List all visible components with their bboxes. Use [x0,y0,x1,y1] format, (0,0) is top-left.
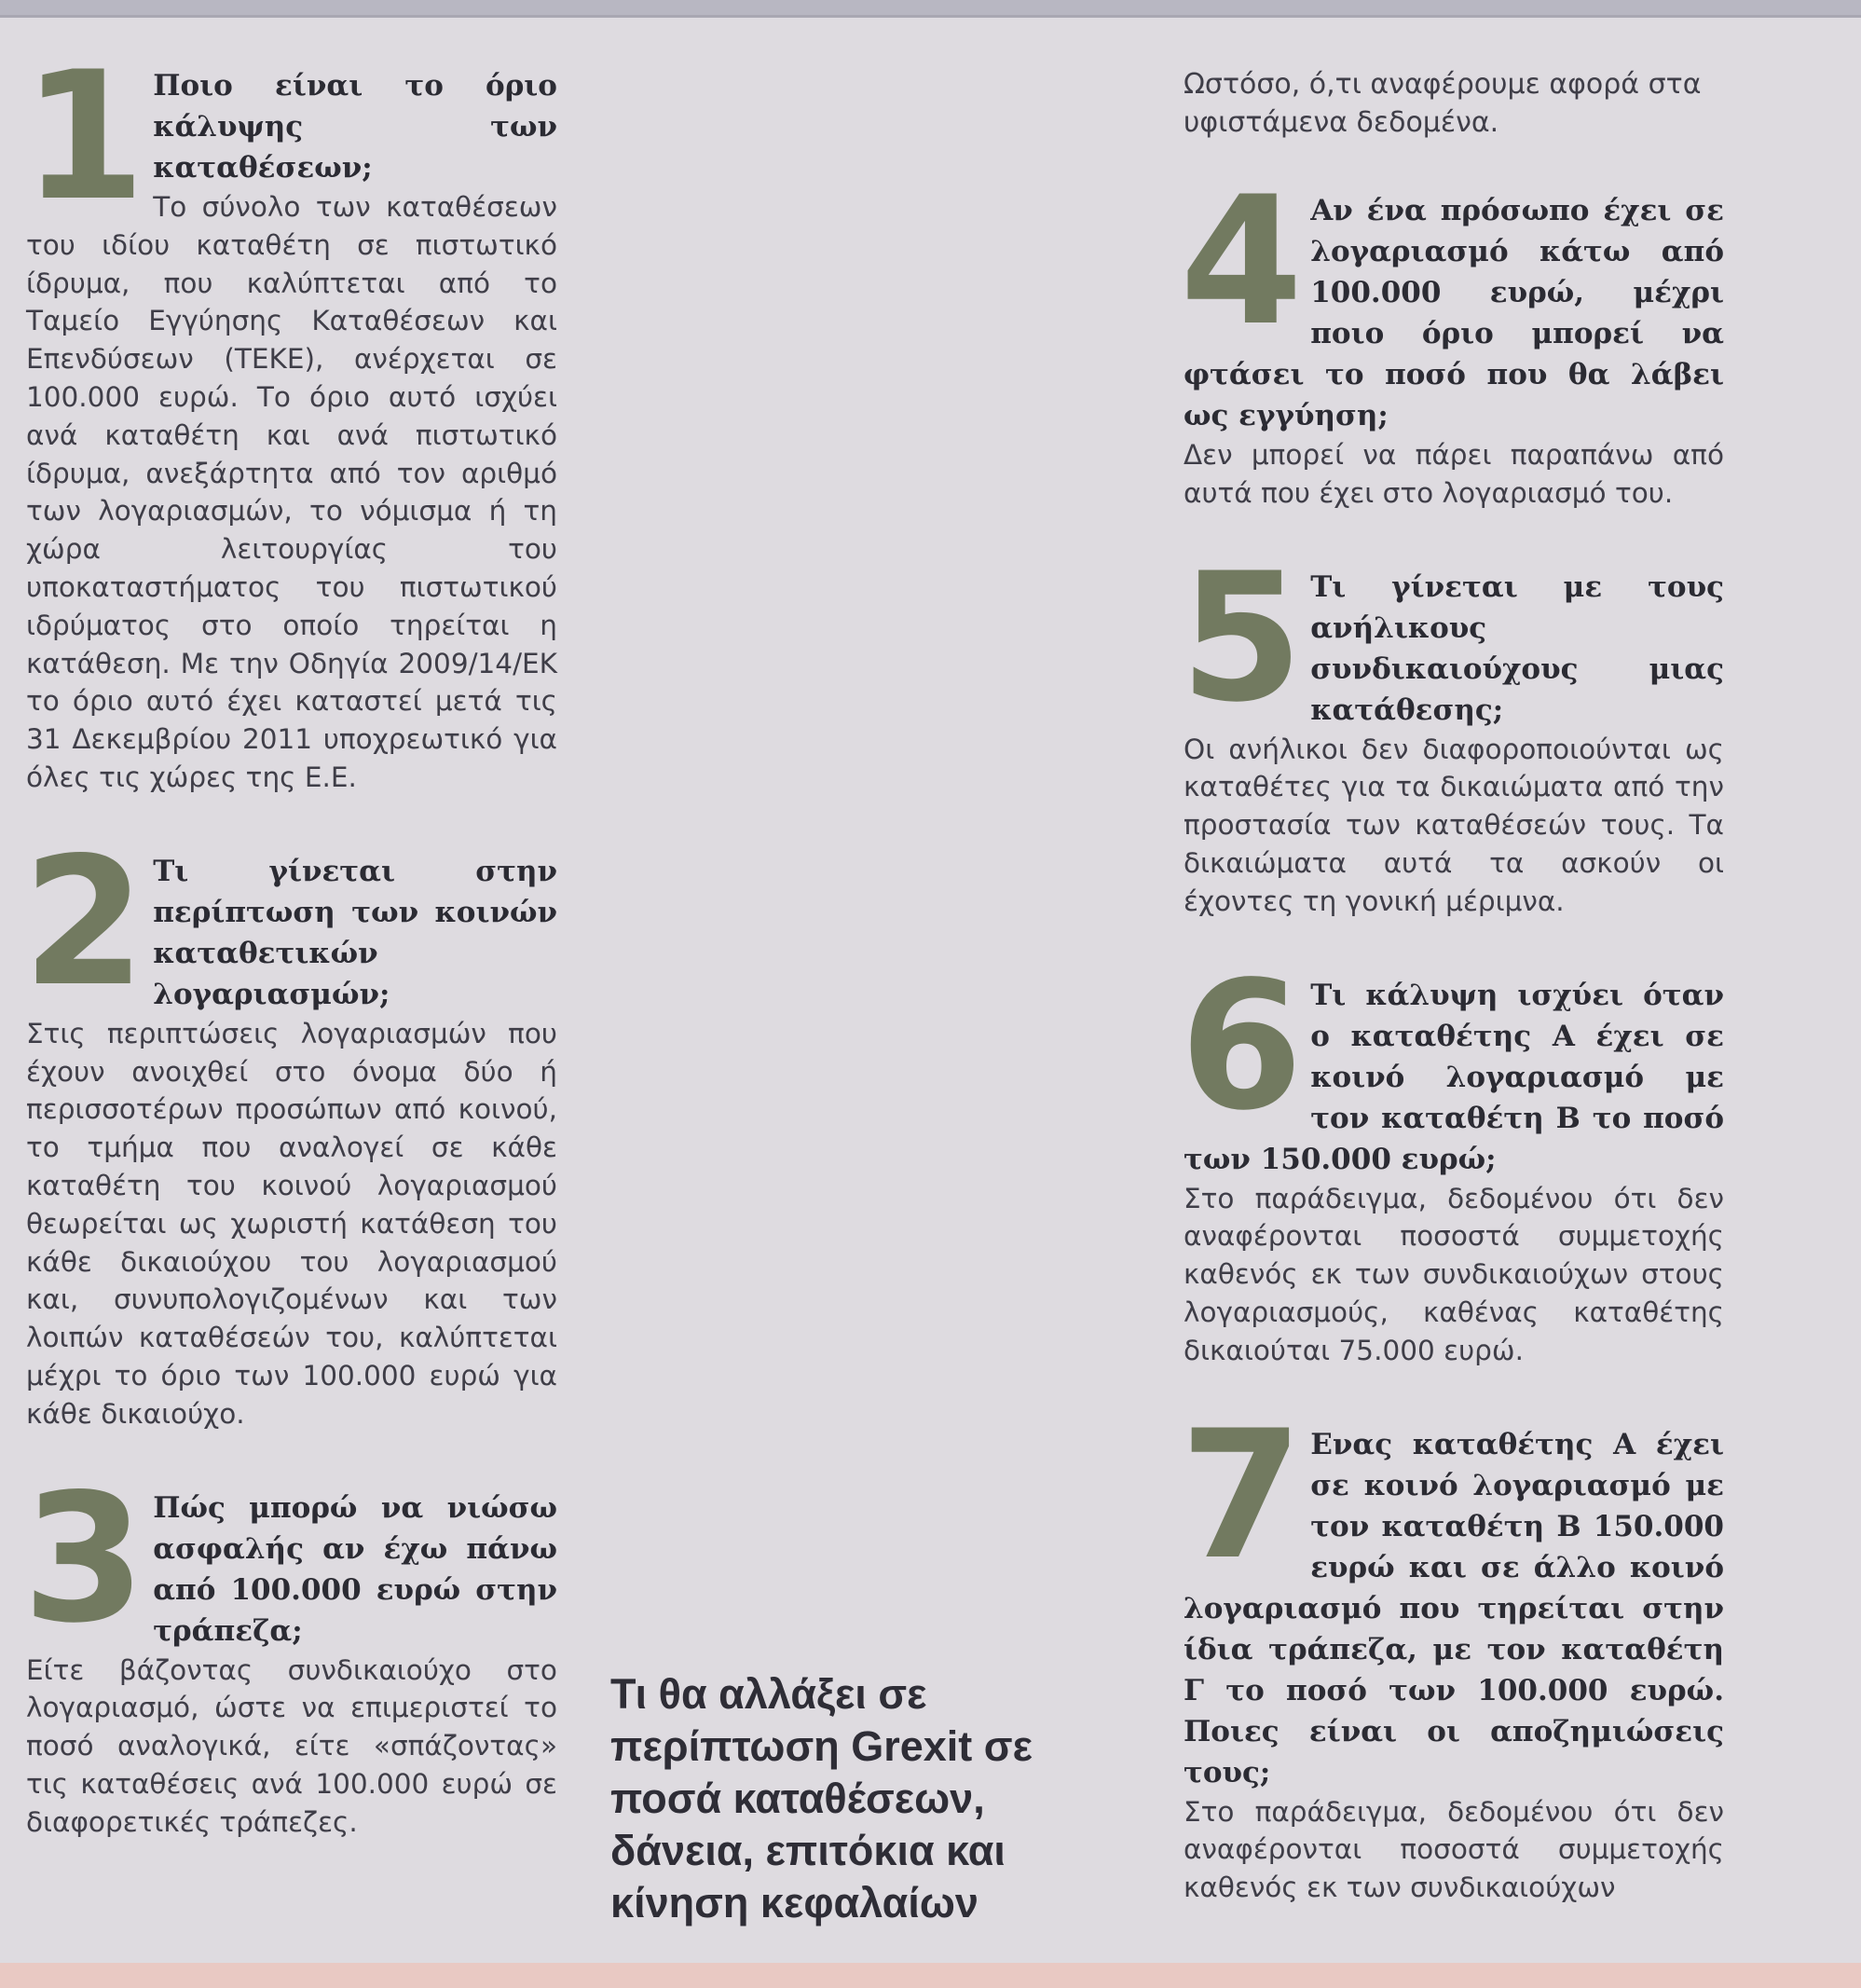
question-number: 1 [22,34,141,240]
question-number: 4 [1180,158,1298,364]
qa-item-5 [1180,534,1724,921]
answer-text: Δεν μπορεί να πάρει παραπάνω από αυτά που έχει στο λογαριασμό του. [1184,439,1724,509]
answer-text: Είτε βάζοντας συνδικαιούχο στο λογαριασμό, ώστε να επιμεριστεί το ποσό αναλογικά, είτε «σπάζοντας» τις καταθέσεις ανά 100.000 ευρώ σε διαφορετικές τράπεζες. [26,1653,557,1838]
answer-text: Στο παράδειγμα, δεδομένου ότι δεν αναφέρονται ποσοστά συμμετοχής καθενός εκ των συνδικαιούχων στους λογαριασμούς, καθένας καταθέτης δικαιούται 75.000 ευρώ. [1184,1182,1724,1366]
question-title: Πώς μπορώ να νιώσω ασφαλής αν έχω πάνω από 100.000 ευρώ στην τράπεζα; [153,1490,557,1648]
answer-text: Το σύνολο των καταθέσεων του ιδίου καταθέτη σε πιστωτικό ίδρυμα, που καλύπτεται από το Ταμείο Εγγύησης Καταθέσεων και Επενδύσεων (ΤΕΚΕ), ανέρχεται σε 100.000 ευρώ. Το όριο αυτό ισχύει ανά καταθέτη και ανά πιστωτικό ίδρυμα, ανεξάρτητα από τον αριθμό των λογαριασμών, το νόμισμα ή τη χώρα λειτουργίας του υποκαταστήματος του πιστωτικού ιδρύματος στο οποίο τηρείται η κατάθεση. Με την Οδηγία 2009/14/ΕΚ το όριο αυτό έχει καταστεί μετά τις 31 Δεκεμβρίου 2011 υποχρεωτικό για όλες τις χώρες της Ε.Ε. [26,191,557,793]
left-column [22,34,557,1896]
question-number: 6 [1180,942,1298,1149]
qa-item-3 [22,1455,557,1842]
qa-item-4 [1180,158,1724,513]
question-title: Ποιο είναι το όριο κάλυψης των καταθέσεων; [153,69,557,185]
question-title: Τι γίνεται με τους ανήλικους συνδικαιούχους μιας κατάθεσης; [1310,569,1724,727]
qa-item-6 [1180,942,1724,1370]
question-title: Τι κάλυψη ισχύει όταν ο καταθέτης Α έχει σε κοινό λογαριασμό με τον καταθέτη Β το ποσό των 150.000 ευρώ; [1184,978,1724,1176]
qa-item-2 [22,818,557,1433]
question-number: 3 [22,1455,141,1662]
question-title: Ενας καταθέτης Α έχει σε κοινό λογαριασμό με τον καταθέτη Β 150.000 ευρώ και σε άλλο κοινό λογαριασμό που τηρείται στην ίδια τράπεζα, με τον καταθέτη Γ το ποσό των 100.000 ευρώ. Ποιες είναι οι αποζημιώσεις τους; [1184,1427,1724,1789]
right-column [1180,65,1724,1961]
question-number: 5 [1180,534,1298,741]
qa-item-1 [22,34,557,797]
answer-text: Στις περιπτώσεις λογαριασμών που έχουν ανοιχθεί στο όνομα δύο ή περισσοτέρων προσώπων από κοινού, το τμήμα που αναλογεί σε κάθε καταθέτη του κοινού λογαριασμού θεωρείται ως χωριστή κατάθεση του κάθε δικαιούχου του λογαριασμού και, συνυπολογιζομένων και των λοιπών καταθέσεών του, καλύπτεται μέχρι το όριο των 100.000 ευρώ για κάθε δικαιούχο. [26,1017,557,1430]
answer-text: Οι ανήλικοι δεν διαφοροποιούνται ως καταθέτες για τα δικαιώματα από την προστασία των καταθέσεών τους. Τα δικαιώματα αυτά τα ασκούν οι έχοντες τη γονική μέριμνα. [1184,733,1724,917]
intro-text: Ωστόσο, ό,τι αναφέρουμε αφορά στα υφιστάμενα δεδομένα. [1184,68,1702,139]
bottom-border-strip [0,1963,1861,1988]
top-border-strip [0,0,1861,18]
article-headline: Τι θα αλλάξει σε περίπτωση Grexit σε ποσά καταθέσεων, δάνεια, επιτόκια και κίνηση κεφαλαίων [610,1670,1033,1926]
question-title: Τι γίνεται στην περίπτωση των κοινών καταθετικών λογαριασμών; [153,854,557,1011]
question-title: Αν ένα πρόσωπο έχει σε λογαριασμό κάτω από 100.000 ευρώ, μέχρι ποιο όριο μπορεί να φτάσει το ποσό που θα λάβει ως εγγύηση; [1184,194,1724,432]
question-number: 2 [22,818,141,1025]
answer-text: Στο παράδειγμα, δεδομένου ότι δεν αναφέρονται ποσοστά συμμετοχής καθενός εκ των συνδικαιούχων [1184,1795,1724,1904]
qa-item-7 [1180,1392,1724,1907]
question-number: 7 [1180,1392,1298,1598]
